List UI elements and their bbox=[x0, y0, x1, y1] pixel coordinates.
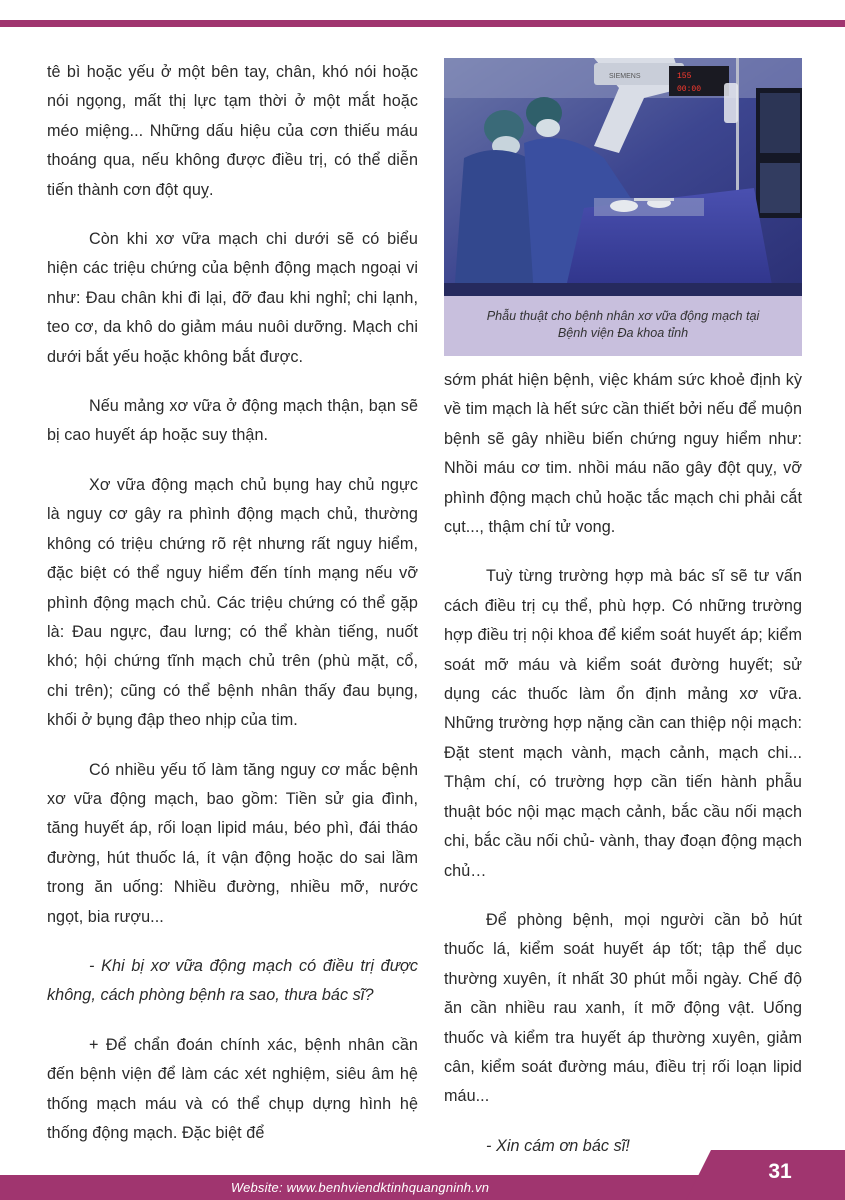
figure-caption-line-2: Bệnh viện Đa khoa tỉnh bbox=[557, 326, 689, 340]
top-accent-bar bbox=[0, 20, 845, 27]
paragraph-aorta: Xơ vữa động mạch chủ bụng hay chủ ngực là nguy cơ gây ra phình động mạch chủ, thường không có triệu chứng rõ rệt nhưng rất nguy hiểm, đặc biệt có thể nguy hiểm đến tính mạng nếu vỡ phình động mạch chủ. Các triệu chứng có thể gặp là: Đau ngực, đau lưng; có thể khàn tiếng, nuốt khó; hội chứng tĩnh mạch chủ trên (phù mặt, cổ, chi trên); cũng có thể bệnh nhân thấy đau bụng, khối ở bụng đập theo nhịp của tim. bbox=[47, 475, 418, 730]
figure-caption-line-1: Phẫu thuật cho bệnh nhân xơ vữa động mạch tại bbox=[486, 309, 760, 323]
paragraph-early-detection: sớm phát hiện bệnh, việc khám sức khoẻ định kỳ về tim mạch là hết sức cần thiết bởi nếu để muộn bệnh sẽ gây nhiều biến chứng nguy hiểm như: Nhồi máu cơ tim. nhồi máu não gây đột quỵ, vỡ phình động mạch chủ hoặc tắc mạch chi phải cắt cụt..., thậm chí tử vong. bbox=[444, 371, 802, 537]
footer-website[interactable]: Website: www.benhviendktinhquangninh.vn bbox=[230, 1180, 490, 1195]
monitor-readout: 155 bbox=[677, 72, 692, 81]
paragraph-symptoms-stroke: tê bì hoặc yếu ở một bên tay, chân, khó nói hoặc nói ngọng, mất thị lực tạm thời ở một mắt hoặc méo miệng... Những dấu hiệu của cơn thiếu máu thoáng qua, nếu không được điều trị, có thể diễn tiến thành cơn đột quỵ. bbox=[47, 63, 418, 199]
paragraph-diagnosis: + Để chẩn đoán chính xác, bệnh nhân cần đến bệnh viện để làm các xét nghiệm, siêu âm hệ thống mạch máu và có thể chụp dựng hình hệ thống động mạch. Đặc biệt để bbox=[47, 1035, 418, 1142]
monitor-timer: 00:00 bbox=[677, 85, 702, 94]
figure-caption bbox=[444, 296, 802, 356]
surgery-photo bbox=[444, 58, 802, 296]
paragraph-lower-limb: Còn khi xơ vữa mạch chi dưới sẽ có biểu hiện các triệu chứng của bệnh động mạch ngoại vi như: Đau chân khi đi lại, đỡ đau khi nghỉ; chi lạnh, teo cơ, da khô do giảm máu nuôi dưỡng. Mạch chi dưới bắt yếu hoặc không bắt được. bbox=[47, 230, 418, 366]
paragraph-treatment: Tuỳ từng trường hợp mà bác sĩ sẽ tư vấn cách điều trị cụ thể, phù hợp. Có những trường hợp điều trị nội khoa để kiểm soát huyết áp; kiểm soát mỡ máu và kiểm soát đường huyết; sử dụng các thuốc làm ổn định mảng xơ vữa. Những trường hợp nặng cần can thiệp nội mạch: Đặt stent mạch vành, mạch cảnh, mạch chi... Thậm chí, có trường hợp cần tiến hành phẫu thuật bóc nội mạc mạch cảnh, bắc cầu nối mạch chi, bắc cầu nối chủ- vành, thay đoạn động mạch chủ… bbox=[444, 567, 802, 880]
left-text-column bbox=[47, 58, 418, 1168]
closing-thanks: - Xin cám ơn bác sĩ! bbox=[486, 1136, 630, 1155]
surgery-figure bbox=[444, 58, 802, 356]
page-number: 31 bbox=[768, 1160, 792, 1183]
right-text-column bbox=[444, 366, 802, 1181]
monitor-brand-label: SIEMENS bbox=[609, 73, 641, 80]
paragraph-prevention: Để phòng bệnh, mọi người cần bỏ hút thuốc lá, kiểm soát huyết áp tốt; tập thể dục thường xuyên, ít nhất 30 phút mỗi ngày. Chế độ ăn cần nhiều rau xanh, ít mỡ động vật. Uống thuốc và kiểm tra huyết áp thường xuyên, giảm cân, kiểm soát đường máu, điều trị rối loạn lipid máu... bbox=[444, 910, 802, 1106]
paragraph-renal: Nếu mảng xơ vữa ở động mạch thận, bạn sẽ bị cao huyết áp hoặc suy thận. bbox=[47, 397, 418, 445]
paragraph-risk-factors: Có nhiều yếu tố làm tăng nguy cơ mắc bệnh xơ vữa động mạch, bao gồm: Tiền sử gia đình, tăng huyết áp, rối loạn lipid máu, béo phì, đái tháo đường, hút thuốc lá, ít vận động hoặc do sai lầm trong ăn uống: Nhiều đường, nhiều mỡ, nước ngọt, bia rượu... bbox=[47, 760, 418, 926]
interview-question: - Khi bị xơ vữa động mạch có điều trị được không, cách phòng bệnh ra sao, thưa bác sĩ? bbox=[47, 956, 418, 1005]
